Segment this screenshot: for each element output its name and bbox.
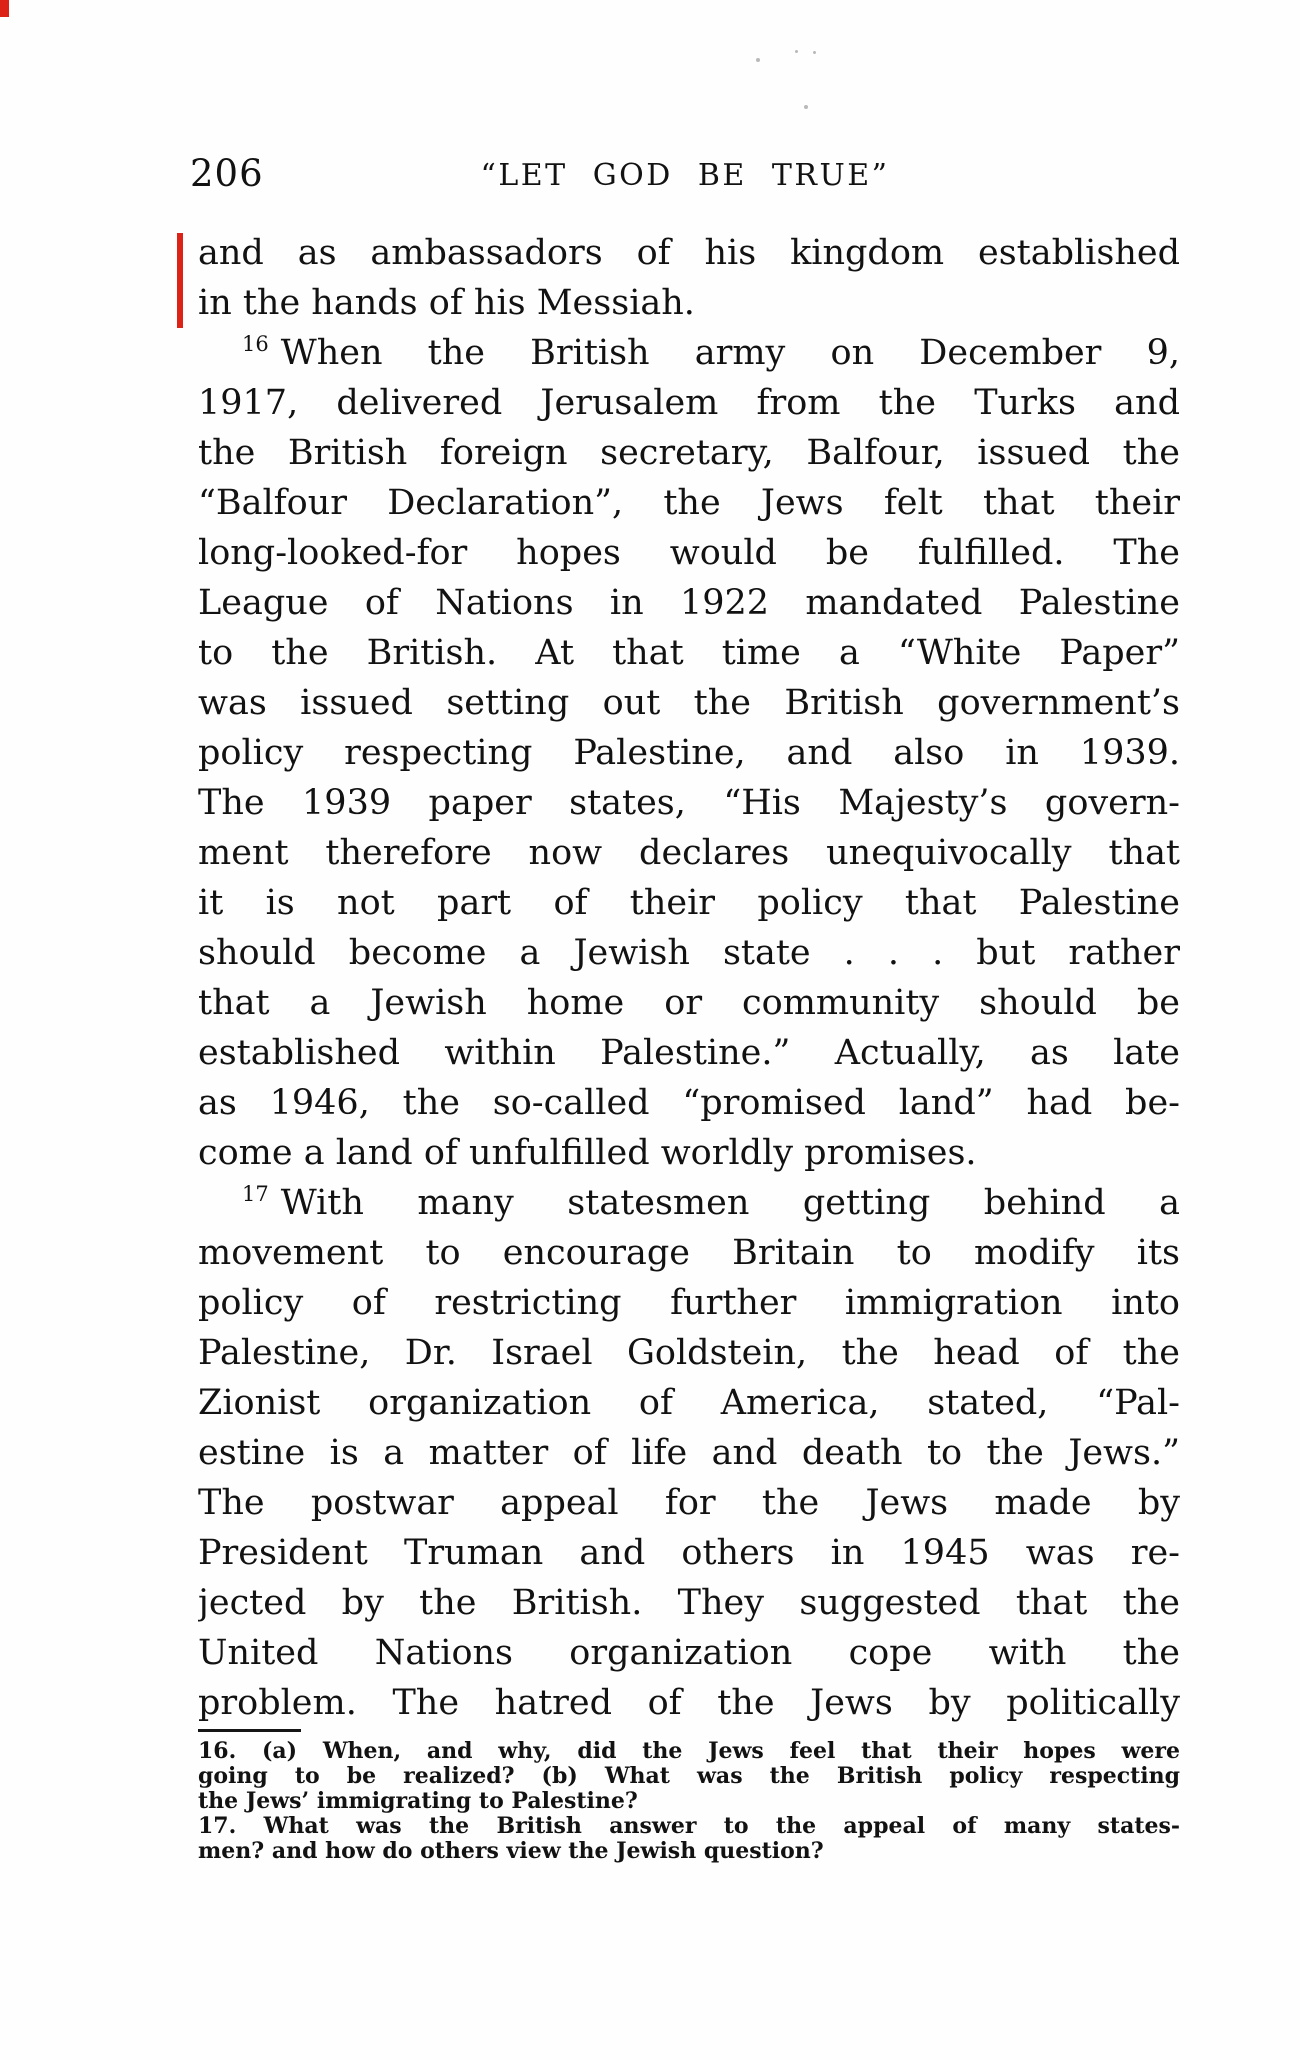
body-text-line: 1917, delivered Jerusalem from the Turks and <box>198 383 1180 423</box>
body-text-line: League of Nations in 1922 mandated Palestine <box>198 583 1180 623</box>
body-text-line: “Balfour Declaration”, the Jews felt that their <box>198 483 1180 523</box>
scan-speck <box>795 50 798 53</box>
footnote-separator-rule <box>198 1729 301 1732</box>
paragraph-number-superscript: 16 <box>242 332 269 356</box>
body-text-line: to the British. At that time a “White Paper” <box>198 633 1180 673</box>
body-text-line: Zionist organization of America, stated, “Pal- <box>198 1383 1180 1423</box>
paragraph-number-superscript: 17 <box>242 1182 269 1206</box>
body-text-line: United Nations organization cope with the <box>198 1633 1180 1673</box>
margin-highlight-bar <box>177 233 183 328</box>
footnote-line: 17. What was the British answer to the appeal of many states- <box>198 1814 1180 1839</box>
scan-corner-red-mark <box>0 0 9 17</box>
body-text-line: and as ambassadors of his kingdom established <box>198 233 1180 273</box>
body-text-line: established within Palestine.” Actually, as late <box>198 1033 1180 1073</box>
body-text-line: movement to encourage Britain to modify its <box>198 1233 1180 1273</box>
body-text-line: ment therefore now declares unequivocally that <box>198 833 1180 873</box>
body-text-line: that a Jewish home or community should be <box>198 983 1180 1023</box>
body-text-block <box>198 228 1180 1728</box>
body-text-line: $^{17}$ With many statesmen getting behind a <box>242 1182 1180 1223</box>
body-text-line: policy of restricting further immigration into <box>198 1283 1180 1323</box>
body-text-line: $^{16}$ When the British army on December 9, <box>242 332 1180 373</box>
body-text-line: as 1946, the so-called “promised land” had be- <box>198 1083 1180 1123</box>
running-head <box>190 152 1180 198</box>
body-text-line: problem. The hatred of the Jews by politically <box>198 1683 1180 1723</box>
body-text-line: should become a Jewish state . . . but rather <box>198 933 1180 973</box>
scan-speck <box>813 51 816 54</box>
book-title-header: “LET GOD BE TRUE” <box>480 158 890 193</box>
body-text-line: The 1939 paper states, “His Majesty’s govern- <box>198 783 1180 823</box>
scan-speck <box>804 105 808 109</box>
scan-speck <box>756 58 760 62</box>
page-number: 206 <box>190 152 264 195</box>
body-text-line: estine is a matter of life and death to the Jews.” <box>198 1433 1180 1473</box>
body-text-line: Palestine, Dr. Israel Goldstein, the head of the <box>198 1333 1180 1373</box>
footnote-line: the Jews’ immigrating to Palestine? <box>198 1789 638 1814</box>
body-text-line: it is not part of their policy that Palestine <box>198 883 1180 923</box>
footnote-questions-block <box>198 1739 1180 1864</box>
footnote-line: men? and how do others view the Jewish question? <box>198 1839 824 1864</box>
body-text-line: The postwar appeal for the Jews made by <box>198 1483 1180 1523</box>
body-text-line: in the hands of his Messiah. <box>198 283 695 323</box>
footnote-line: 16. (a) When, and why, did the Jews feel that their hopes were <box>198 1739 1180 1764</box>
body-text-line: President Truman and others in 1945 was re- <box>198 1533 1180 1573</box>
body-text-line: long-looked-for hopes would be fulfilled. The <box>198 533 1180 573</box>
body-text-line: policy respecting Palestine, and also in 1939. <box>198 733 1180 773</box>
body-text-line: was issued setting out the British government’s <box>198 683 1180 723</box>
body-text-line: come a land of unfulfilled worldly promises. <box>198 1133 977 1173</box>
body-text-line: the British foreign secretary, Balfour, issued the <box>198 433 1180 473</box>
footnote-line: going to be realized? (b) What was the British policy respecting <box>198 1764 1180 1789</box>
body-text-line: jected by the British. They suggested that the <box>198 1583 1180 1623</box>
